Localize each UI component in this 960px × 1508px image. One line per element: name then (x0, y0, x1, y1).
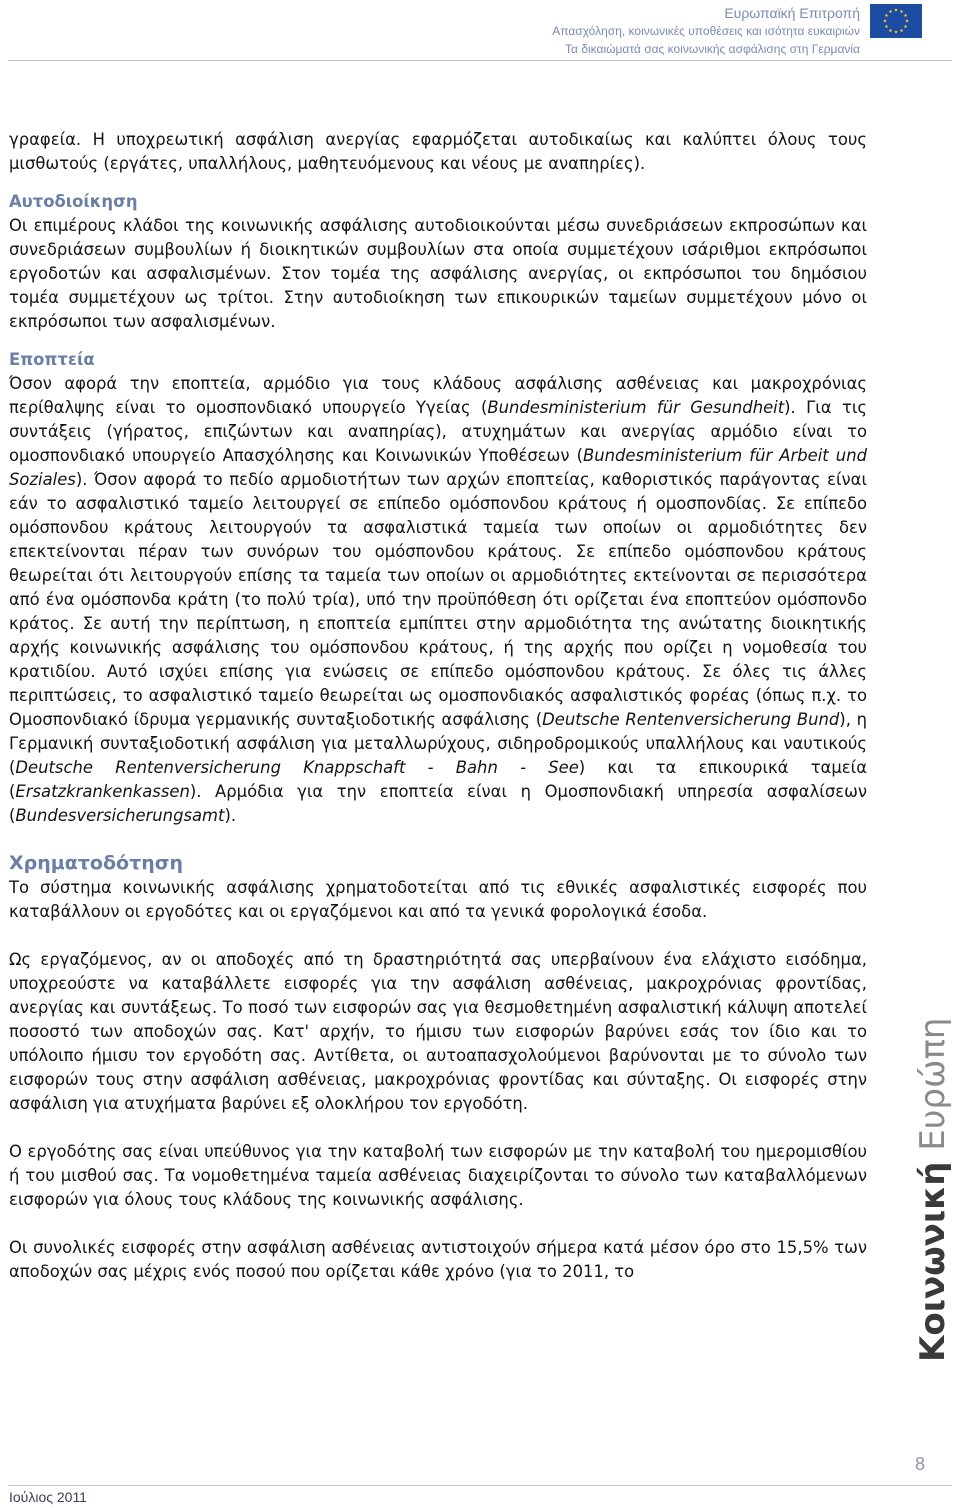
insurance-office-name: Bundesversicherungsamt (15, 806, 225, 825)
header-directorate: Απασχόληση, κοινωνικές υποθέσεις και ισότητα ευκαιριών (552, 24, 860, 38)
page-number: 8 (914, 1454, 925, 1474)
health-ministry-name: Bundesministerium für Gesundheit (487, 398, 785, 417)
eu-flag-icon (870, 4, 922, 38)
footer-divider (8, 1485, 952, 1486)
header-divider (8, 60, 952, 61)
ersatzkassen-name: Ersatzkrankenkassen (15, 782, 190, 801)
header-guide-title: Τα δικαιώματά σας κοινωνικής ασφάλισης στη Γερμανία (565, 42, 860, 56)
financing-paragraph-3: Ο εργοδότης σας είναι υπεύθυνος για την καταβολή των εισφορών με την καταβολή του ημερομισθίου ή του μισθού σας. Τα νομοθετημένα ταμεία ασθένειας διαχειρίζονται το σύνολο των καταβαλλόμενων εισφορών για όλους τους κλάδους της κοινωνικής ασφάλισης. (9, 1142, 867, 1209)
footer-date: Ιούλιος 2011 (9, 1489, 87, 1505)
knappschaft-name: Deutsche Rentenversicherung Knappschaft - Bahn - See (15, 758, 579, 777)
intro-paragraph: γραφεία. Η υποχρεωτική ασφάλιση ανεργίας εφαρμόζεται αυτοδικαίως και καλύπτει όλους τους μισθωτούς (εργάτες, υπαλλήλους, μαθητευόμενους και νέους με αναπηρίες). (9, 130, 867, 173)
financing-paragraph-4: Οι συνολικές εισφορές στην ασφάλιση ασθένειας αντιστοιχούν σήμερα κατά μέσον όρο στο 15,5% των αποδοχών σας μέχρις ενός ποσού που ορίζεται κάθε χρόνο (για το 2011, το (9, 1238, 867, 1281)
supervision-heading: Εποπτεία (9, 350, 95, 369)
financing-paragraph-2: Ως εργαζόμενος, αν οι αποδοχές από τη δραστηριότητά σας υπερβαίνουν ένα ελάχιστο εισόδημα, υποχρεούστε να καταβάλλετε εισφορές για την ασφάλιση ασθένειας, μακροχρόνιας φροντίδας, ανεργίας και συντάξεως. Το ποσό των εισφορών σας για θεσμοθετημένη ασφαλιστική κάλυψη αποτελεί ποσοστό των αποδοχών σας. Κατ' αρχήν, το ήμισυ των εισφορών βαρύνει εσάς τον ίδιο και το υπόλοιπο ήμισυ τον εργοδότη σας. Αντίθετα, οι αυτοαπασχολούμενοι βαρύνονται με το σύνολο των εισφορών τους στην ασφάλιση ασθένειας, μακροχρόνιας φροντίδας και σύνταξης. Οι εισφορές στην ασφάλιση για ατυχήματα βαρύνει εξ ολοκλήρου τον εργοδότη. (9, 950, 867, 1113)
pension-insurance-bund-name: Deutsche Rentenversicherung Bund (542, 710, 840, 729)
financing-paragraph-1: Το σύστημα κοινωνικής ασφάλισης χρηματοδοτείται από τις εθνικές ασφαλιστικές εισφορές που καταβάλλουν οι εργοδότες και οι εργαζόμενοι και από τα γενικά φορολογικά έσοδα. (9, 878, 867, 921)
financing-heading: Χρηματοδότηση (9, 852, 184, 874)
header-commission: Ευρωπαϊκή Επιτροπή (724, 5, 860, 21)
side-brand-logo (913, 1017, 953, 1362)
labour-ministry-name: Bundesministerium für Arbeit und Soziales (9, 446, 867, 489)
self-administration-heading: Αυτοδιοίκηση (9, 192, 138, 211)
document-header (552, 4, 860, 58)
supervision-paragraph: Όσον αφορά την εποπτεία, αρμόδιο για τους κλάδους ασφάλισης ασθένειας και μακροχρόνιας περίθαλψης είναι το ομοσπονδιακό υπουργείο Υγείας (Bundesministerium für Gesundheit). Για τις συντάξεις (γήρατος, επιζώντων και αναπηρίας), ατυχημάτων και ανεργίας αρμόδιο είναι το ομοσπονδιακό υπουργείο Απασχόλησης και Κοινωνικών Υποθέσεων (Bundesministerium für Arbeit und Soziales). Όσον αφορά το πεδίο αρμοδιοτήτων των αρχών εποπτείας, καθοριστικός παράγοντας είναι εάν το ασφαλιστικό ταμείο λειτουργεί σε επίπεδο ομόσπονδου κράτους ή ομοσπονδίας. Σε επίπεδο ομόσπονδου κράτους λειτουργούν τα ασφαλιστικά ταμεία των οποίων οι αρμοδιότητες δεν επεκτείνονται πέραν των συνόρων του ομόσπονδου κράτους. Σε επίπεδο ομόσπονδου κράτους θεωρείται ότι λειτουργούν επίσης τα ταμεία των οποίων οι αρμοδιότητες εκτείνονται σε περισσότερα από ένα ομόσπονδα κράτη (το πολύ τρία), υπό την προϋπόθεση ότι ορίζεται ένα εποπτεύον ομόσπονδο κράτος. Σε αυτή την περίπτωση, η εποπτεία εμπίπτει στην αρμοδιότητα της ανώτατης διοικητικής αρχής κοινωνικής ασφάλισης του ομόσπονδου κράτους, ή της αρχής που ορίζει η νομοθεσία του κρατιδίου. Αυτό ισχύει επίσης για ενώσεις σε επίπεδο ομόσπονδου κράτους. Σε όλες τις άλλες περιπτώσεις, το ασφαλιστικό ταμείο θεωρείται ως ομοσπονδιακός ασφαλιστικός φορέας (όπως π.χ. το Ομοσπονδιακό ίδρυμα γερμανικής συνταξιοδοτικής ασφάλισης (Deutsche Rentenversicherung Bund), η Γερμανική συνταξιοδοτική ασφάλιση για μεταλλωρύχους, σιδηροδρομικούς υπαλλήλους και ναυτικούς (Deutsche Rentenversicherung Knappschaft - Bahn - See) και τα επικουρικά ταμεία (Ersatzkrankenkassen). Αρμόδια για την εποπτεία είναι η Ομοσπονδιακή υπηρεσία ασφαλίσεων (Bundesversicherungsamt). (9, 374, 868, 825)
self-administration-paragraph: Οι επιμέρους κλάδοι της κοινωνικής ασφάλισης αυτοδιοικούνται μέσω συνεδριάσεων εκπροσώπων και συνεδριάσεων συμβουλίων ή διοικητικών συμβουλίων στα οποία συμμετέχουν ισάριθμοι εκπρόσωποι εργοδοτών και ασφαλισμένων. Στον τομέα της ασφάλισης ανεργίας, οι εκπρόσωποι του δημόσιου τομέα συμμετέχουν ως τρίτοι. Στην αυτοδιοίκηση των επικουρικών ταμείων συμμετέχουν μόνο οι εκπρόσωποι των ασφαλισμένων. (9, 216, 867, 331)
brand-word-social: Κοινωνική (913, 1161, 953, 1362)
brand-word-europe: Ευρώπη (913, 1017, 953, 1151)
document-body (9, 128, 867, 1284)
